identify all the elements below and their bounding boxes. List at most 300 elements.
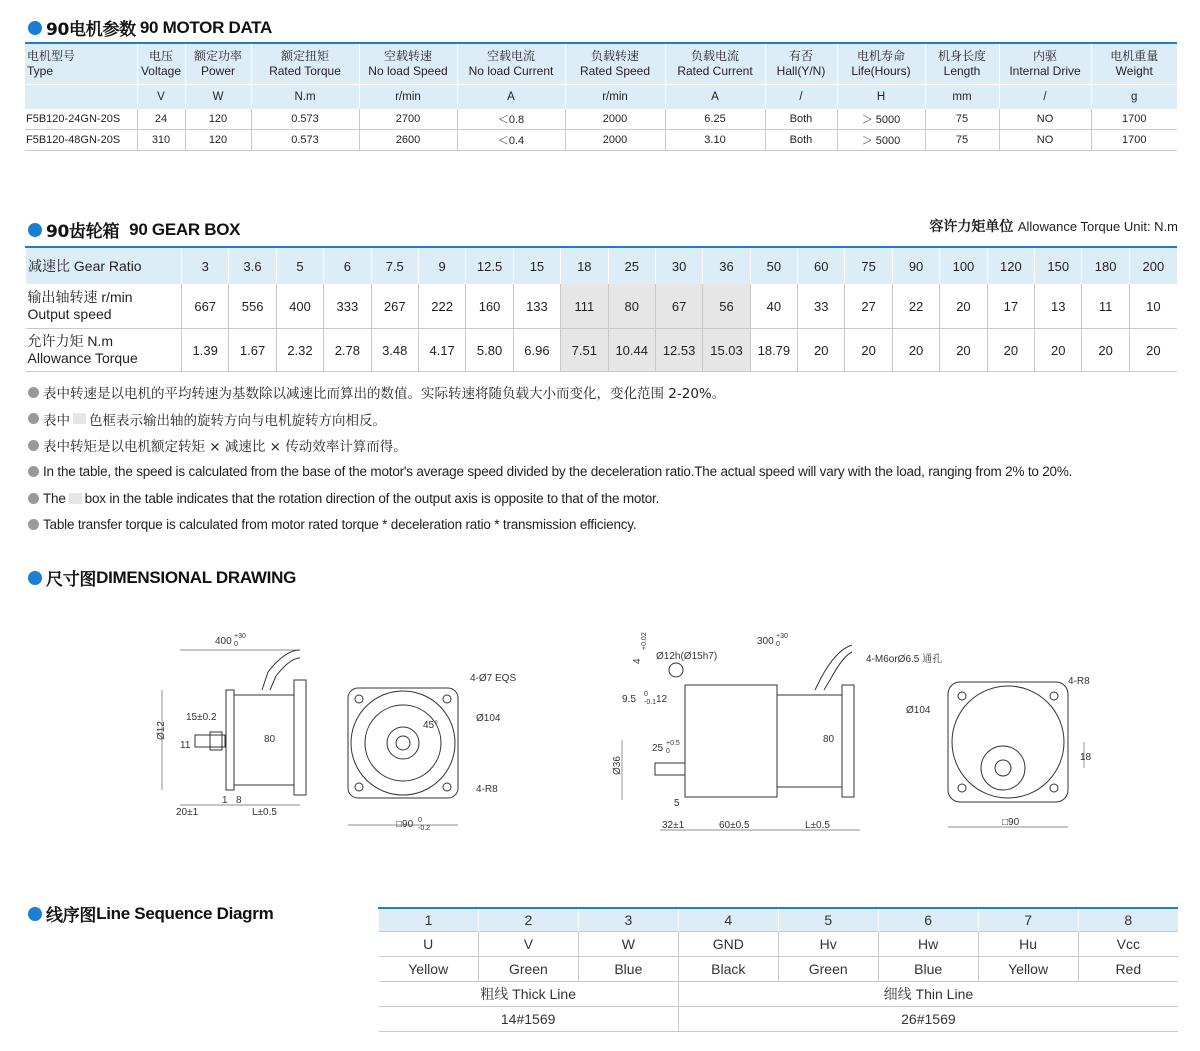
dim-label: 25 (652, 743, 664, 754)
motor-header-cell (765, 43, 837, 85)
dim-label: 4-R8 (1068, 676, 1090, 687)
torque-cell: 4.17 (418, 329, 465, 372)
wire-number: 6 (878, 908, 978, 932)
torque-cell: 2.32 (276, 329, 323, 372)
table-cell: 75 (925, 130, 999, 151)
table-cell: ＜0.4 (457, 130, 565, 151)
note-item (28, 459, 1072, 486)
header-cn: 电机重量 (1110, 49, 1159, 63)
ratio-cell: 200 (1129, 247, 1177, 284)
table-cell: ＞ 5000 (837, 130, 925, 151)
torque-cell: 2.78 (324, 329, 371, 372)
seq-section-title (28, 901, 273, 926)
ratio-cell: 180 (1082, 247, 1129, 284)
thin-line-label: 细线 Thin Line (678, 982, 1178, 1007)
ratio-cell: 30 (655, 247, 702, 284)
header-cn: 电机寿命 (856, 49, 905, 63)
ratio-cell: 50 (750, 247, 797, 284)
bullet-icon (28, 387, 39, 398)
motor-end-outline (842, 685, 854, 797)
dim-label: 12 (656, 694, 668, 705)
section-dot-icon (28, 21, 42, 35)
speed-cell: 33 (798, 284, 845, 329)
dim-label: 0 (776, 641, 780, 648)
wire-color: Green (778, 957, 878, 982)
wire-signal: Hw (878, 932, 978, 957)
unit-cell (25, 85, 137, 110)
dim-label: -0.2 (418, 825, 431, 832)
bullet-icon (28, 466, 39, 477)
dim-label: Ø104 (906, 705, 931, 716)
header-cn: 额定扭矩 (280, 49, 329, 63)
torque-cell: 20 (1035, 329, 1082, 372)
dim-label: 1 (222, 795, 228, 806)
dim-label: 400 (215, 636, 232, 647)
bullet-icon (28, 493, 39, 504)
table-row (25, 130, 1177, 151)
speed-cell: 160 (466, 284, 513, 329)
dim-label: L±0.5 (252, 807, 277, 818)
gear-title-cn: 90齿轮箱 (46, 222, 120, 242)
torque-cell: 12.53 (655, 329, 702, 372)
table-cell: 0.573 (251, 130, 359, 151)
dim-label: Ø12 (156, 721, 167, 740)
table-cell: Both (765, 130, 837, 151)
torque-unit-cn: 容许力矩单位 (929, 219, 1014, 235)
wire-signal: Vcc (1078, 932, 1178, 957)
shaft-circle (995, 760, 1011, 776)
wire-number: 2 (478, 908, 578, 932)
note-text: In the table, the speed is calculated from the base of the motor's average speed divided by the deceleration ratio.The actual speed will vary with the load, ranging from 2% to 20%. (43, 464, 1073, 480)
motor-header-cell (665, 43, 765, 85)
speed-cell: 11 (1082, 284, 1129, 329)
wire-number: 3 (578, 908, 678, 932)
motor-title-en: 90 MOTOR DATA (139, 17, 272, 37)
motor-header-cell (25, 43, 137, 85)
wire-number: 1 (379, 908, 479, 932)
motor-header-cell (837, 43, 925, 85)
ratio-cell: 75 (845, 247, 892, 284)
dim-label: 32±1 (662, 820, 685, 831)
note-item (28, 379, 1072, 406)
ratio-cell: 3 (182, 247, 229, 284)
note-text: The (43, 490, 66, 506)
wire-number: 5 (778, 908, 878, 932)
torque-cell: 20 (987, 329, 1034, 372)
table-cell: 75 (925, 109, 999, 130)
wire-signal: W (578, 932, 678, 957)
ratio-cell: 90 (892, 247, 939, 284)
note-text: 表中转速是以电机的平均转速为基数除以减速比而算出的数值。实际转速将随负载大小而变化，变化范围 2-20%。 (43, 386, 726, 403)
speed-cell: 111 (561, 284, 608, 329)
outer-circle (351, 691, 455, 795)
output-speed-label-cn: 输出轴转速 r/min (27, 289, 133, 305)
dim-label: 0 (644, 691, 648, 698)
wire-type-row (379, 982, 1179, 1007)
allowance-torque-row (26, 329, 1178, 372)
lead-wire (815, 645, 852, 690)
speed-cell: 133 (513, 284, 560, 329)
dim-label: +0.5 (666, 740, 680, 747)
unit-cell: W (185, 85, 251, 110)
ratio-cell: 25 (608, 247, 655, 284)
ratio-cell: 100 (940, 247, 987, 284)
wire-color-row (379, 957, 1179, 982)
lead-wire (824, 652, 852, 690)
speed-cell: 67 (655, 284, 702, 329)
torque-unit-en: Allowance Torque Unit: N.m (1017, 219, 1178, 234)
torque-cell: 20 (1129, 329, 1177, 372)
dim-label: -0.1 (644, 699, 657, 706)
table-cell: 2700 (359, 109, 457, 130)
mount-hole (355, 695, 363, 703)
ratio-cell: 18 (561, 247, 608, 284)
gear-ratio-row (26, 247, 1178, 284)
section-dot-icon (28, 223, 42, 237)
seq-title-en: Line Sequence Diagrm (96, 903, 274, 923)
table-cell: NO (999, 130, 1091, 151)
motor-header-cell (565, 43, 665, 85)
dim-label: 11 (180, 740, 191, 751)
unit-cell: / (765, 85, 837, 110)
motor-header-cell (1091, 43, 1177, 85)
wire-signal: U (379, 932, 479, 957)
header-cn: 电机型号 (27, 49, 76, 63)
speed-cell: 20 (940, 284, 987, 329)
header-en: Hall(Y/N) (776, 64, 826, 78)
dim-label: 4-R8 (476, 784, 498, 795)
table-cell: F5B120-24GN-20S (25, 109, 137, 130)
dim-label: 4 (632, 658, 643, 664)
header-en: No load Speed (368, 64, 448, 78)
torque-cell: 3.48 (371, 329, 418, 372)
lead-wire (270, 658, 300, 690)
table-cell: NO (999, 109, 1091, 130)
note-text: 表中转矩是以电机额定转矩 × 减速比 × 传动效率计算而得。 (43, 439, 407, 456)
unit-cell: g (1091, 85, 1177, 110)
ratio-cell: 12.5 (466, 247, 513, 284)
table-cell: Both (765, 109, 837, 130)
table-row (25, 109, 1177, 130)
speed-cell: 40 (750, 284, 797, 329)
note-text: Table transfer torque is calculated from motor rated torque * deceleration ratio * transmission efficiency. (43, 517, 637, 533)
outer-circle (952, 686, 1064, 798)
gear-box-table (25, 246, 1177, 372)
unit-cell: H (837, 85, 925, 110)
dim-label: 0 (666, 748, 670, 755)
header-en: Rated Current (677, 64, 753, 78)
dim-label: Ø104 (476, 713, 501, 724)
gear-title-en: 90 GEAR BOX (129, 219, 241, 239)
torque-cell: 20 (798, 329, 845, 372)
ratio-cell: 15 (513, 247, 560, 284)
dim-label: 0 (234, 641, 238, 648)
thin-line-spec: 26#1569 (678, 1007, 1178, 1032)
dim-label: 300 (757, 636, 774, 647)
drawing-section-title (28, 565, 296, 590)
front-flange (948, 682, 1068, 802)
table-cell: ＞ 5000 (837, 109, 925, 130)
motor-title-cn: 90电机参数 (46, 20, 136, 40)
torque-unit-note (929, 216, 1178, 236)
output-speed-label (26, 284, 182, 329)
ratio-cell: 60 (798, 247, 845, 284)
ratio-cell: 120 (987, 247, 1034, 284)
mount-hole (958, 692, 966, 700)
unit-cell: r/min (359, 85, 457, 110)
note-text: box in the table indicates that the rotation direction of the output axis is opposite to that of the motor. (84, 490, 660, 506)
header-en: Rated Speed (579, 64, 651, 78)
flange-outline (226, 690, 234, 790)
header-cn: 空载转速 (383, 49, 432, 63)
motor-header-cell (251, 43, 359, 85)
motor-unit-row (25, 85, 1177, 110)
dim-label: 4-M6orØ6.5 通孔 (866, 654, 943, 665)
bullet-icon (28, 440, 39, 451)
speed-cell: 56 (703, 284, 750, 329)
header-cn: 负载电流 (690, 49, 739, 63)
note-item (28, 432, 1072, 459)
ratio-cell: 7.5 (371, 247, 418, 284)
torque-cell: 20 (1082, 329, 1129, 372)
section-dot-icon (28, 907, 42, 921)
wire-number: 8 (1078, 908, 1178, 932)
torque-cell: 1.39 (182, 329, 229, 372)
header-en: Type (27, 64, 54, 78)
header-cn: 内驱 (1032, 49, 1057, 63)
table-cell: 1700 (1091, 130, 1177, 151)
header-cn: 额定功率 (193, 49, 242, 63)
output-speed-label-en: Output speed (27, 306, 112, 322)
table-cell: 3.10 (665, 130, 765, 151)
torque-cell: 10.44 (608, 329, 655, 372)
wire-color: Yellow (379, 957, 479, 982)
header-cn: 负载转速 (590, 49, 639, 63)
table-cell: 310 (137, 130, 185, 151)
wire-number-row (379, 908, 1179, 932)
bullet-icon (28, 413, 39, 424)
motor-section-title (28, 15, 272, 40)
wire-signal: V (478, 932, 578, 957)
unit-cell: V (137, 85, 185, 110)
shaft-outline (655, 763, 685, 775)
header-en: No load Current (468, 64, 554, 78)
speed-cell: 222 (418, 284, 465, 329)
motor-header-cell (925, 43, 999, 85)
motor-header-cell (137, 43, 185, 85)
ratio-cell: 5 (276, 247, 323, 284)
wire-number: 7 (978, 908, 1078, 932)
wire-color: Blue (878, 957, 978, 982)
dim-label: L±0.5 (805, 820, 830, 831)
motor-header-cell (457, 43, 565, 85)
table-cell: 24 (137, 109, 185, 130)
unit-cell: A (457, 85, 565, 110)
dimensional-drawing (0, 615, 1200, 845)
line-sequence-table (378, 907, 1178, 1032)
wire-color: Green (478, 957, 578, 982)
unit-cell: N.m (251, 85, 359, 110)
header-en: Power (200, 64, 235, 78)
dim-label: Ø12h(Ø15h7) (656, 651, 718, 662)
section-dot-icon (28, 571, 42, 585)
allowance-torque-label-cn: 允许力矩 N.m (27, 333, 114, 349)
torque-cell: 6.96 (513, 329, 560, 372)
wire-number: 4 (678, 908, 778, 932)
unit-cell: / (999, 85, 1091, 110)
dim-label: 15±0.2 (186, 712, 217, 723)
dim-label: 80 (823, 734, 835, 745)
torque-cell: 20 (892, 329, 939, 372)
speed-cell: 27 (845, 284, 892, 329)
motor-header-cell (185, 43, 251, 85)
speed-cell: 667 (182, 284, 229, 329)
dim-label: 9.5 (622, 694, 636, 705)
header-en: Weight (1115, 64, 1153, 78)
motor-header-cell (999, 43, 1091, 85)
table-cell: 2000 (565, 109, 665, 130)
thick-line-spec: 14#1569 (379, 1007, 679, 1032)
wire-color: Red (1078, 957, 1178, 982)
header-cn: 机身长度 (937, 49, 986, 63)
wire-spec-row (379, 1007, 1179, 1032)
allowance-torque-label-en: Allowance Torque (27, 350, 138, 366)
motor-data-table (25, 42, 1177, 151)
mount-hole (1050, 692, 1058, 700)
table-cell: 1700 (1091, 109, 1177, 130)
mount-hole (958, 784, 966, 792)
dim-label: 0 (418, 817, 422, 824)
note-item (28, 512, 1072, 539)
seq-title-cn: 线序图 (46, 906, 97, 926)
grey-box-swatch (73, 413, 86, 424)
dim-label: 4-Ø7 EQS (470, 673, 517, 684)
torque-cell: 18.79 (750, 329, 797, 372)
dim-label: □90 (396, 819, 414, 830)
speed-cell: 333 (324, 284, 371, 329)
dim-label: 20±1 (176, 807, 199, 818)
ratio-cell: 150 (1035, 247, 1082, 284)
header-cn: 空载电流 (486, 49, 535, 63)
mount-hole (443, 783, 451, 791)
torque-cell: 1.67 (229, 329, 276, 372)
shaft-circle (396, 736, 410, 750)
unit-cell: mm (925, 85, 999, 110)
thick-line-label: 粗线 Thick Line (379, 982, 679, 1007)
dim-label: +30 (776, 633, 788, 640)
dim-label: +30 (234, 633, 246, 640)
wire-color: Black (678, 957, 778, 982)
header-cn: 电压 (148, 49, 173, 63)
torque-cell: 20 (940, 329, 987, 372)
note-text: 表中 (43, 412, 70, 429)
notes-list (28, 379, 1072, 538)
dim-label: Ø36 (612, 756, 623, 775)
ratio-cell: 36 (703, 247, 750, 284)
wire-signal-row (379, 932, 1179, 957)
grey-box-swatch (69, 493, 82, 504)
speed-cell: 267 (371, 284, 418, 329)
dim-label: 60±0.5 (719, 820, 750, 831)
output-speed-row (26, 284, 1178, 329)
drawing-title-en: DIMENSIONAL DRAWING (96, 567, 296, 587)
dim-label: 8 (236, 795, 242, 806)
wire-color: Yellow (978, 957, 1078, 982)
mount-hole (1050, 784, 1058, 792)
wire-signal: Hu (978, 932, 1078, 957)
gear-ratio-label: 减速比 Gear Ratio (26, 247, 182, 284)
table-cell: 120 (185, 109, 251, 130)
table-cell: 2000 (565, 130, 665, 151)
wire-signal: Hv (778, 932, 878, 957)
speed-cell: 13 (1035, 284, 1082, 329)
torque-cell: 20 (845, 329, 892, 372)
dim-label: +0.02 (641, 632, 648, 650)
header-en: Internal Drive (1009, 64, 1081, 78)
allowance-torque-label (26, 329, 182, 372)
speed-cell: 22 (892, 284, 939, 329)
drawing-title-cn: 尺寸图 (46, 570, 97, 590)
table-cell: ＜0.8 (457, 109, 565, 130)
note-item (28, 406, 1072, 433)
gear-section-title (28, 217, 240, 242)
header-en: Voltage (140, 64, 182, 78)
dim-label: 80 (264, 734, 276, 745)
unit-cell: A (665, 85, 765, 110)
hub-circle (387, 727, 419, 759)
speed-cell: 17 (987, 284, 1034, 329)
inner-circle (365, 705, 441, 781)
wire-signal: GND (678, 932, 778, 957)
header-en: Rated Torque (269, 64, 341, 78)
dim-label: 45° (423, 720, 439, 731)
ratio-cell: 9 (418, 247, 465, 284)
torque-cell: 5.80 (466, 329, 513, 372)
dim-label: □90 (1002, 817, 1020, 828)
note-item (28, 485, 1072, 512)
table-cell: 0.573 (251, 109, 359, 130)
hub-circle (981, 746, 1025, 790)
header-en: Length (943, 64, 981, 78)
table-cell: 2600 (359, 130, 457, 151)
shaft-circle (669, 663, 683, 677)
unit-cell: r/min (565, 85, 665, 110)
speed-cell: 80 (608, 284, 655, 329)
speed-cell: 10 (1129, 284, 1177, 329)
bullet-icon (28, 519, 39, 530)
note-text: 色框表示输出轴的旋转方向与电机旋转方向相反。 (89, 412, 386, 429)
table-cell: F5B120-48GN-20S (25, 130, 137, 151)
header-cn: 有否 (788, 49, 813, 63)
motor-header-row (25, 43, 1177, 85)
torque-cell: 15.03 (703, 329, 750, 372)
dim-label: 5 (674, 798, 680, 809)
ratio-cell: 6 (324, 247, 371, 284)
motor-header-cell (359, 43, 457, 85)
mount-hole (355, 783, 363, 791)
gearbox-outline (685, 685, 777, 797)
torque-cell: 7.51 (561, 329, 608, 372)
dim-label: 18 (1080, 752, 1092, 763)
table-cell: 6.25 (665, 109, 765, 130)
mount-hole (443, 695, 451, 703)
speed-cell: 556 (229, 284, 276, 329)
speed-cell: 400 (276, 284, 323, 329)
wire-color: Blue (578, 957, 678, 982)
motor-end-outline (294, 680, 306, 795)
ratio-cell: 3.6 (229, 247, 276, 284)
header-en: Life(Hours) (851, 64, 911, 78)
